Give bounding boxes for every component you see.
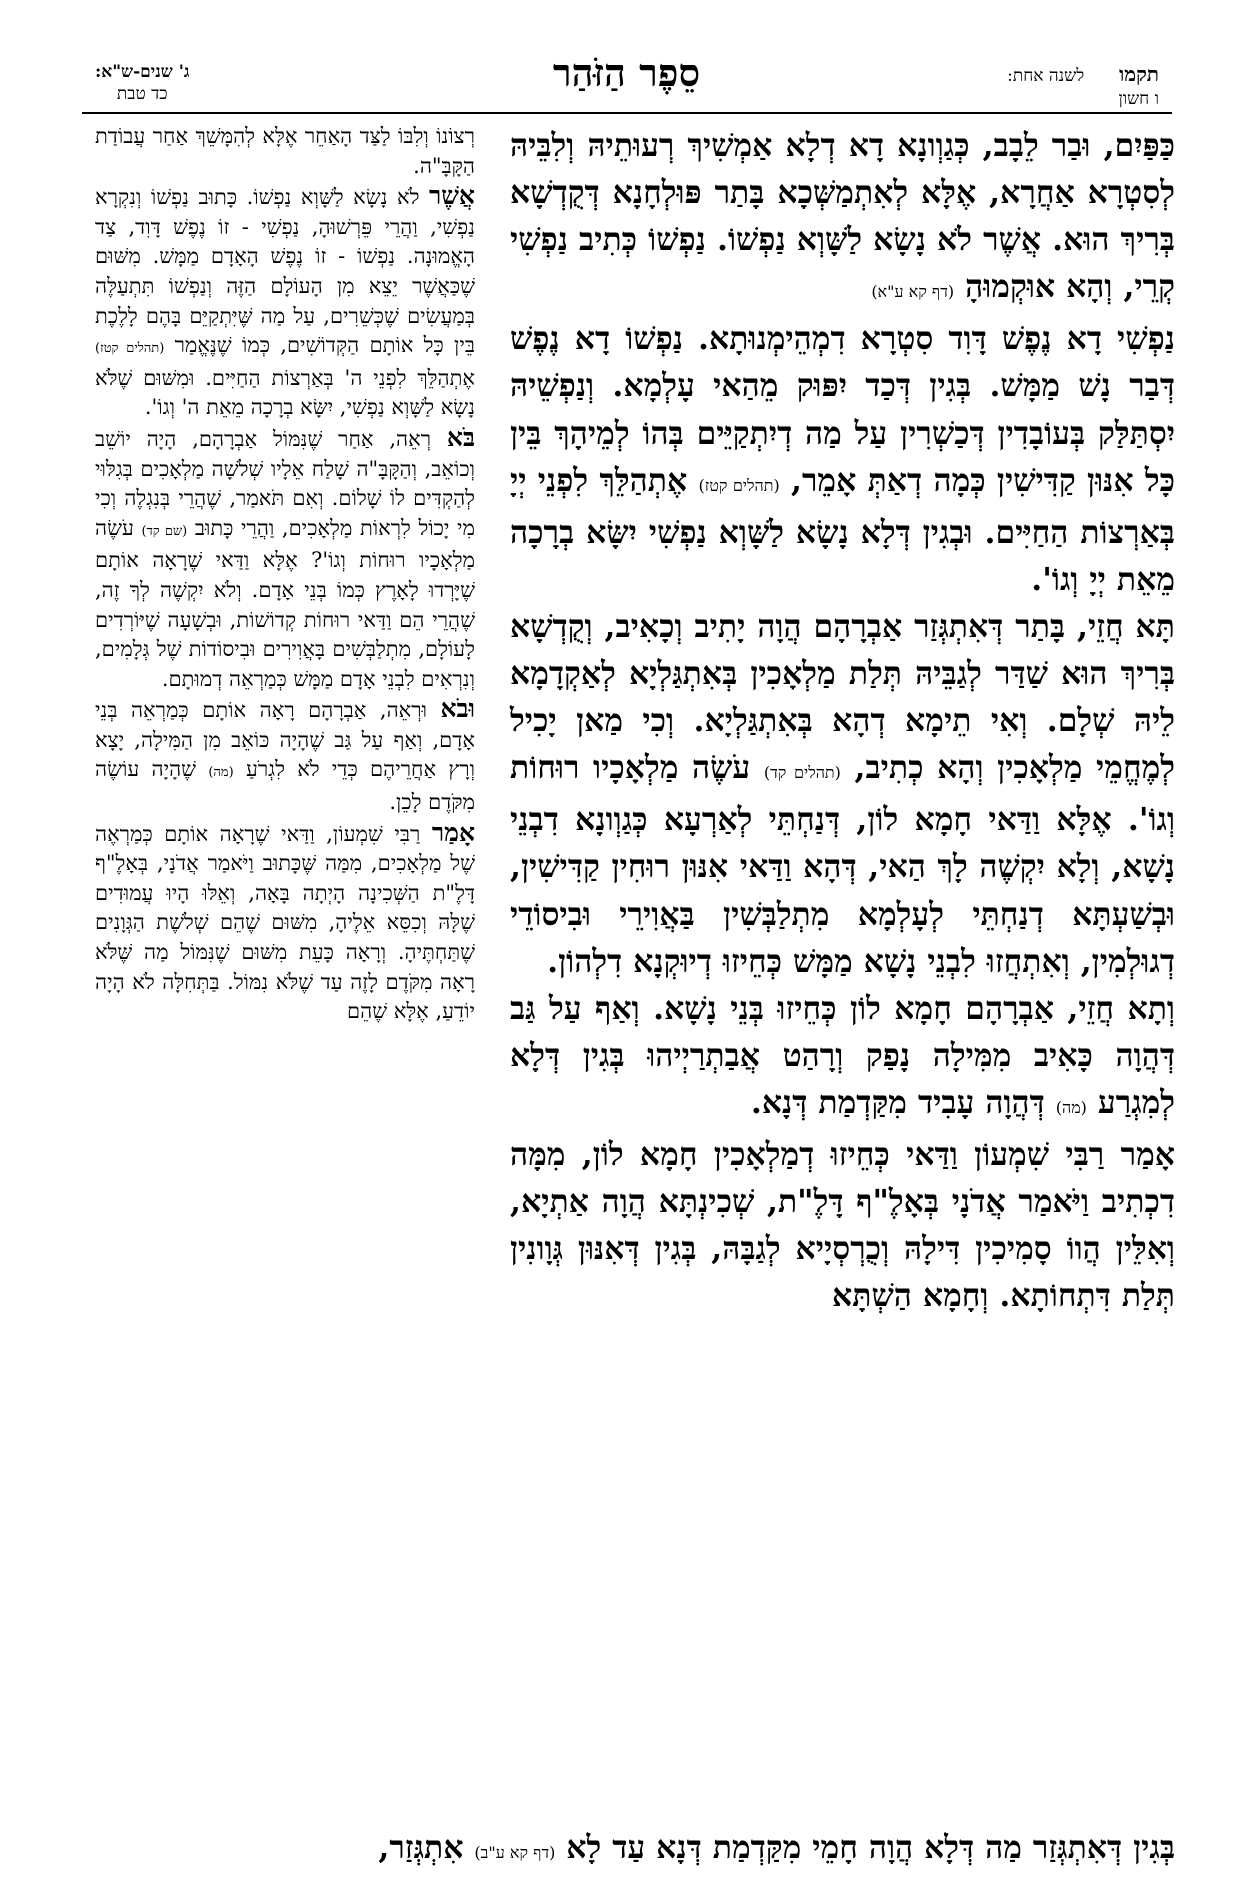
commentary-text: שֶׁהָיָה עוֹשֶׂה מִקֹּדֶם לָכֵן. bbox=[95, 757, 475, 815]
book-title: סֵפֶר הַזֹּהַר bbox=[552, 50, 701, 95]
commentary-text: אֶתְהַלֵּךְ לִפְנֵי ה' בְּאַרְצוֹת הַחַיִּים. וּמִשּׁוּם שֶׁלֹּא נָשָׂא לַשָּׁוְא נַפְשִׁי, יִשָּׂא בְרָכָה מֵאֵת ה' וְגוֹ'. bbox=[95, 365, 475, 420]
header-right-date: ו חשון bbox=[1118, 89, 1159, 109]
verse-reference: (תהלים קטז) bbox=[698, 475, 780, 495]
commentary-text: רְאֵה, אַחַר שֶׁנִּמּוֹל אַבְרָהָם, הָיָה יוֹשֵׁב וְכוֹאֵב, וְהַקָּבָּ"ה שָׁלַח אֵלָיו שְׁלֹשָׁה מַלְאָכִים בְּגִלּוּי לְהַקְדִּים לוֹ שָׁלוֹם. וְאִם תֹּאמַר, שֶׁהֲרֵי בְּנִגְלֶה וְכִי מִי יָכוֹל לִרְאוֹת מַלְאָכִים, וַהֲרֵי כָּתוּב bbox=[95, 426, 476, 540]
commentary-column bbox=[95, 122, 475, 1027]
main-text-segment: כַּפַּיִם, וּבַר לֵבָב, כְּגַוְונָא דָא דְלָא אַמְשִׁיךְ רְעוּתֵיהּ וְלִבֵּיהּ לְסִטְרָא אַחֲרָא, אֶלָּא לְאִתְמַשְּׁכָא בָּתַר פּוּלְחָנָא דְּקֻדְשָׁא בְּרִיךְ הוּא. אֲשֶׁר לֹא נָשָׂא לַשָּׁוְא נַפְשׁוֹ. נַפְשׁוֹ כְּתִיב נַפְשִׁי קְרֵי, וְהָא אוּקְמוּהָ bbox=[510, 127, 1175, 306]
commentary-lead-word: אָמַר bbox=[431, 817, 475, 847]
main-paragraph bbox=[510, 315, 1175, 603]
page-reference: (דף קא ע"ב) bbox=[474, 1843, 556, 1862]
main-text-column bbox=[510, 122, 1175, 1319]
verse-reference: (שם קד) bbox=[141, 523, 188, 539]
full-width-last-line bbox=[72, 1826, 1175, 1875]
main-text-segment: אָמַר רַבִּי שִׁמְעוֹן וַדַּאי כְּחֵיזוּ דְמַלְאָכִין חָמָא לוֹן, מִמָּה דִכְתִיב וַיֹּאמַר אֲדֹנָי בְּאָלֶ"ף דָּלֶ"ת, שְׁכִינְתָּא הֲוָה אַתְיָא, וְאִלֵּין הֲווֹ סָמִיכִין דִּילָהּ וְכֻרְסְיָיא לְגַבָּהּ, בְּגִין דְּאִנּוּן גְּוָונִין תְּלַת דִּתְחוֹתָא. וְחָמָא הַשְׁתָּא bbox=[510, 1135, 1175, 1315]
page-reference: (דף קא ע"א) bbox=[871, 282, 955, 302]
header-left-edition: ג' שנים-ש"א: bbox=[95, 62, 190, 82]
main-text-segment: אִתְגְּזַר, bbox=[378, 1829, 464, 1866]
verse-reference: (מה) bbox=[1055, 1097, 1087, 1117]
verse-reference: (מה) bbox=[208, 765, 234, 781]
main-paragraph bbox=[510, 122, 1175, 315]
commentary-paragraph bbox=[95, 122, 475, 181]
main-paragraph bbox=[510, 603, 1175, 985]
header-left-date: כד טבת bbox=[116, 84, 168, 104]
commentary-text: וּרְאֵה, אַבְרָהָם רָאָה אוֹתָם כְּמַרְאֵה בְּנֵי אָדָם, וְאַף עַל גַּב שֶׁהָיָה כּוֹאֵב מִן הַמִּילָה, יָצָא וְרָץ אַחֲרֵיהֶם כְּדֵי לֹא לִגְרֹעַ bbox=[95, 698, 475, 782]
commentary-text: לֹא נָשָׂא לַשָּׁוְא נַפְשׁוֹ. כָּתוּב נַפְשׁוֹ וְנִקְרָא נַפְשִׁי, וַהֲרֵי פֵּרְשׁוּהָ, נַפְשִׁי - זוֹ נֶפֶשׁ דָּוִד, צַד הָאֱמוּנָה. נַפְשׁוֹ - זוֹ נֶפֶשׁ הָאָדָם מַמָּשׁ. מִשּׁוּם שֶׁכַּאֲשֶׁר יֵצֵא מִן הָעוֹלָם הַזֶּה וְנַפְשׁוֹ תִּתְעַלֶּה בְּמַעֲשִׂים שֶׁכְּשֵׁרִים, עַל מַה שֶּׁיִּתְקַיֵּם בָּהֶם לָלֶכֶת בֵּין כָּל אוֹתָם הַקְּדוֹשִׁים, כְּמוֹ שֶׁנֶּאֱמַר bbox=[95, 185, 475, 358]
commentary-paragraph bbox=[95, 423, 475, 694]
commentary-paragraph bbox=[95, 694, 475, 817]
header-right-title: תקמו bbox=[1119, 62, 1159, 86]
commentary-paragraph bbox=[95, 181, 475, 423]
commentary-lead-word: וּבֹא bbox=[440, 694, 475, 724]
main-paragraph bbox=[510, 985, 1175, 1131]
header-left bbox=[95, 62, 190, 104]
verse-reference: (תהלים קטז) bbox=[95, 341, 165, 357]
main-text-segment: עֹשֶׂה מַלְאָכָיו רוּחוֹת וְגוֹ'. אֶלָּא וַדַּאי חָמָא לוֹן, דְּנַחְתֵּי לְאַרְעָא כְּגַוְונָא דִבְנֵי נָשָׁא, וְלָא יִקְשֶׁה לָךְ הַאי, דְּהָא וַדַּאי אִנּוּן רוּחִין קַדִּישִׁין, וּבְשַׁעְתָּא דְנַחְתֵּי לְעָלְמָא מִתְלַבְּשִׁין בַּאֲוִירֵי וּבִיסוֹדֵי דְגוּלְמִין, וְאִתְחֲזוּ לִבְנֵי נָשָׁא מַמָּשׁ כְּחֵיזוּ דְיוּקְנָא דִלְהוֹן. bbox=[510, 749, 1175, 980]
main-text-segment: דְּהֲוָה עָבִיד מִקַּדְמַת דְּנָא. bbox=[750, 1083, 1045, 1121]
header-right-edition: לשנה אחת: bbox=[1007, 66, 1085, 86]
main-text-segment: תָּא חֲזֵי, בָּתַר דְּאִתְגְּזַר אַבְרָהָם הֲוָה יָתִיב וְכָאִיב, וְקֻדְשָׁא בְּרִיךְ הוּא שַׁדַּר לְגַבֵּיהּ תְּלַת מַלְאָכִין בְּאִתְגַּלְיָא לְאַקְדָמָא לֵיהּ שְׁלָם. וְאִי תֵימָא דְהָא בְּאִתְגַּלְיָא. וְכִי מַאן יָכִיל לְמֶחֱמֵי מַלְאָכִין וְהָא כְתִיב, bbox=[510, 607, 1175, 787]
commentary-paragraph bbox=[95, 818, 475, 1027]
verse-reference: (תהלים קד) bbox=[763, 763, 841, 783]
main-text-segment: בְּגִין דְּאִתְגְּזַר מַה דְּלָא הֲוָה חָמֵי מִקַּדְמַת דְּנָא עַד לָא bbox=[566, 1829, 1175, 1866]
commentary-lead-word: אֲשֶׁר bbox=[428, 181, 475, 211]
commentary-text: עֹשֶׂה מַלְאָכָיו רוּחוֹת וְגוֹ'? אֶלָּא וַדַּאי שֶׁרָאָה אוֹתָם שֶׁיָּרְדוּ לָאָרֶץ כְּמוֹ בְּנֵי אָדָם. וְלֹא יִקְשֶׁה לְךָ זֶה, שֶׁהֲרֵי הֵם וַדַּאי רוּחוֹת קְדוֹשׁוֹת, וּבְשָׁעָה שֶׁיּוֹרְדִים לָעוֹלָם, מִתְלַבְּשִׁים בָּאֲוִירִים וּבִיסוֹדוֹת שֶׁל גְּלָמִים, וְנִרְאִים לִבְנֵי אָדָם מַמָּשׁ כְּמַרְאֵה דְמוּתָם. bbox=[95, 515, 475, 691]
main-text-segment: נַפְשִׁי דָא נֶפֶשׁ דָּוִד סִטְרָא דִמְהֵימְנוּתָא. נַפְשׁוֹ דָא נֶפֶשׁ דְּבַר נָשׁ מַמָּשׁ. בְּגִין דְּכַד יִפּוּק מֵהַאי עָלְמָא. וְנַפְשֵׁיהּ יִסְתַּלַּק בְּעוֹבָדִין דְּכַשְׁרִין עַל מַה דְיִתְקַיֵּים בְּהוֹ לְמֵיהָךְ בֵּין כָּל אִנּוּן קַדִּישִׁין כְּמָה דְאַתְּ אָמֵר, bbox=[510, 320, 1176, 499]
commentary-text: רְצוֹנוֹ וְלִבּוֹ לַצַּד הָאַחֵר אֶלָּא לְהִמָּשֵׁךְ אַחַר עֲבוֹדַת הַקָּבָּ"ה. bbox=[95, 124, 475, 178]
commentary-text: רַבִּי שִׁמְעוֹן, וַדַּאי שֶׁרָאָה אוֹתָם כְּמַרְאֶה שֶׁל מַלְאָכִים, מִמַּה שֶּׁכָּתוּב וַיֹּאמַר אֲדֹנָי, בְּאָלֶ"ף דָּלֶ"ת הַשְּׁכִינָה הָיְתָה בָּאָה, וְאֵלּוּ הָיוּ עֲמוּדִים שֶׁלָּהּ וְכִסֵּא אֵלֶיהָ, מִשּׁוּם שֶׁהֵם שְׁלֹשֶׁת הַגְּוָנִים שֶׁתַּחְתֶּיהָ. וְרָאָה כָּעֵת מִשּׁוּם שֶׁנִּמּוֹל מַה שֶּׁלֹּא רָאָה מִקֹּדֶם לָזֶה עַד שֶׁלֹּא נִמּוֹל. בַּתְּחִלָּה לֹא הָיָה יוֹדֵעַ, אֶלָּא שֶׁהֵם bbox=[95, 821, 475, 1024]
main-text-segment: אֶתְהַלֵּךְ לִפְנֵי יְיָ בְּאַרְצוֹת הַחַיִּים. וּבְגִין דְּלָא נָשָׂא לַשָּׁוְא נַפְשִׁי יִשָּׂא בְרָכָה מֵאֵת יְיָ וְגוֹ'. bbox=[510, 461, 1175, 598]
main-text-segment: וְתָא חֲזֵי, אַבְרָהָם חָמָא לוֹן כְּחֵיזוּ בְּנֵי נָשָׁא. וְאַף עַל גַּב דְּהֲוָה כָּאִיב מִמִּילָה נָפַק וְרָהַט אֲבַתְרַיְיהוּ בְּגִין דְּלָא לְמִגְרַע bbox=[510, 989, 1175, 1121]
commentary-lead-word: בֹּא bbox=[446, 422, 475, 452]
main-paragraph bbox=[510, 1131, 1175, 1319]
header-rule bbox=[82, 112, 1172, 114]
